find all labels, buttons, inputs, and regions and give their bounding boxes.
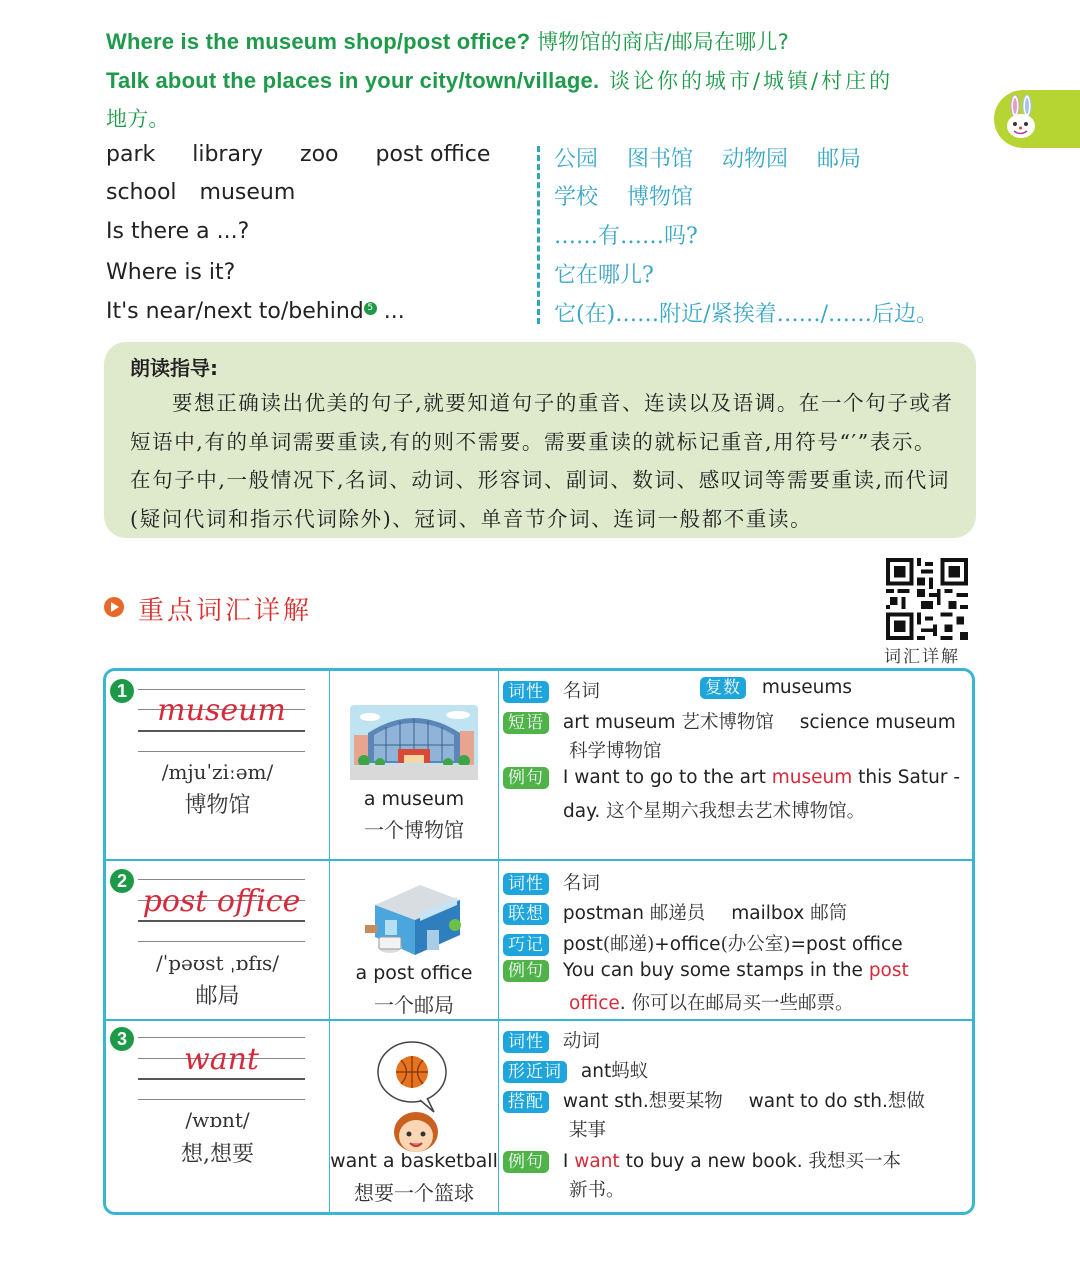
writing-line	[138, 1099, 305, 1100]
phonetic: /wɒnt/	[185, 1108, 250, 1132]
tag-example: 例句	[503, 960, 549, 982]
writing-line	[138, 689, 305, 690]
collocation-2-en: want to do sth.	[748, 1091, 888, 1112]
col-divider-1	[329, 670, 330, 1214]
post-office-illustration	[365, 875, 465, 960]
vocab-row-4: Where is it?	[106, 260, 236, 285]
tag-part-of-speech: 词性	[503, 873, 549, 895]
detail-memory-tip	[503, 930, 903, 956]
reading-guide-text: 要想正确读出优美的句子,就要知道句子的重音、连读以及语调。在一个句子或者短语中,有的单词需要重读,有的则不需要。需要重读的就标记重音,用符号“′”表示。在句子中,一般情况下,名词、动词、形容词、副词、数词、感叹词等需要重读,而代词(疑问代词和指示代词除外)、冠词、单音节介词、连词一般都不重读。	[130, 391, 954, 531]
detail-association	[503, 899, 847, 925]
detail-pos	[503, 869, 600, 895]
vocab-row-5	[106, 299, 405, 324]
collocation-line2: 某事	[569, 1120, 607, 1141]
footnote-badge: 5	[364, 302, 377, 315]
vocab-row-5-ellipsis: ...	[376, 299, 405, 324]
cn-post-office: 邮局	[817, 147, 862, 172]
collocation-1-en: want sth.	[562, 1091, 649, 1112]
writing-line	[138, 1037, 305, 1038]
tag-example: 例句	[503, 1151, 549, 1173]
picture-caption-en: a post office	[355, 962, 473, 984]
meaning: 博物馆	[184, 793, 251, 818]
heading-line-2-en: Talk about the places in your city/town/village.	[106, 68, 600, 93]
tag-collocation: 搭配	[503, 1091, 549, 1113]
vocab-row-3: Is there a ...?	[106, 219, 250, 244]
detail-example	[503, 1147, 901, 1173]
dashed-divider	[537, 146, 540, 324]
tag-phrase: 短语	[503, 712, 549, 734]
cn-zoo: 动物园	[722, 147, 789, 172]
qr-code-icon[interactable]	[886, 558, 968, 640]
heading-line-1-cn: 博物馆的商店/邮局在哪儿?	[530, 30, 789, 54]
play-icon	[104, 597, 124, 617]
vocab-cn-row-4: 它在哪儿?	[554, 263, 654, 288]
detail-similar-word	[503, 1057, 648, 1083]
museum-illustration	[350, 705, 478, 780]
word-park: park	[106, 142, 156, 167]
cn-museum: 博物馆	[627, 185, 694, 210]
assoc-1-en: postman	[562, 903, 644, 924]
heading-line-2	[106, 65, 893, 95]
tag-association: 联想	[503, 903, 549, 925]
picture-caption-cn: 一个邮局	[374, 993, 454, 1017]
part-of-speech: 名词	[562, 873, 600, 894]
writing-line	[138, 751, 305, 752]
heading-line-1-en: Where is the museum shop/post office?	[106, 29, 531, 54]
detail-example	[503, 767, 960, 789]
script-word: want	[184, 1042, 259, 1077]
col-divider-2	[498, 670, 499, 1214]
cn-school: 学校	[554, 185, 599, 210]
part-of-speech: 名词	[562, 681, 600, 702]
phonetic: /mjuˈziːəm/	[161, 760, 274, 784]
cn-library: 图书馆	[627, 147, 694, 172]
phonetic: /ˈpəʊst ˌɒfɪs/	[155, 951, 280, 975]
girl-basketball-illustration	[372, 1040, 462, 1155]
example-highlight: post	[868, 960, 909, 981]
example-highlight: museum	[771, 767, 853, 788]
reading-guide-title: 朗读指导:	[130, 356, 218, 380]
row-divider-2	[105, 1019, 973, 1021]
tag-part-of-speech: 词性	[503, 681, 549, 703]
heading-line-2-cn: 谈论你的城市/城镇/村庄的	[599, 69, 894, 93]
vocab-cn-row-3: ……有……吗?	[554, 224, 698, 249]
example-translation: 这个星期六我想去艺术博物馆。	[600, 801, 866, 822]
example-translation: 我想买一本	[802, 1151, 902, 1172]
memo-part: =post office	[790, 934, 903, 955]
similar-word-en: ant	[580, 1061, 612, 1082]
phrase-2-cn: 科学博物馆	[569, 741, 662, 762]
example-highlight: want	[574, 1151, 620, 1172]
detail-phrase	[503, 708, 956, 734]
heading-line-3-cn: 地方。	[106, 107, 170, 131]
number-badge: 2	[110, 869, 134, 893]
memo-part: (邮递)	[602, 934, 655, 955]
tag-example: 例句	[503, 767, 549, 789]
example-text: I want to go to the art	[562, 767, 772, 788]
picture-caption-en: a museum	[363, 788, 465, 810]
number-badge: 3	[110, 1027, 134, 1051]
meaning: 邮局	[195, 984, 240, 1009]
writing-line	[138, 879, 305, 880]
similar-word-cn: 蚂蚁	[611, 1061, 649, 1082]
tag-similar-word: 形近词	[503, 1061, 567, 1083]
word-school: school	[106, 180, 177, 205]
assoc-2-en: mailbox	[731, 903, 805, 924]
example-text-end: this Satur -	[852, 767, 960, 788]
detail-pos	[503, 1027, 600, 1053]
tag-plural: 复数	[700, 677, 746, 699]
vocab-row-1	[106, 142, 490, 167]
word-museum: museum	[199, 180, 296, 205]
writing-line	[138, 1078, 305, 1080]
phrase-1-cn: 艺术博物馆	[675, 712, 774, 733]
memo-part: +office	[654, 934, 721, 955]
picture-caption-cn: 一个博物馆	[364, 818, 464, 842]
example-line2-en: .	[619, 993, 626, 1014]
phrase-1-en: art museum	[562, 712, 676, 733]
memo-part: post	[562, 934, 603, 955]
collocation-1-cn: 想要某物	[648, 1091, 723, 1112]
detail-example	[503, 960, 909, 982]
vocab-cn-row-1	[554, 142, 861, 173]
example-text: You can buy some stamps in the	[562, 960, 869, 981]
detail-collocation	[503, 1087, 925, 1113]
assoc-1-cn: 邮递员	[643, 903, 706, 924]
writing-line	[138, 941, 305, 942]
bunny-icon	[1000, 94, 1044, 142]
script-word: post office	[142, 884, 301, 919]
row-divider-1	[105, 859, 973, 861]
section-title: 重点词汇详解	[138, 596, 313, 626]
vocab-row-5-text: It's near/next to/behind	[106, 299, 364, 324]
memo-part: (办公室)	[720, 934, 791, 955]
writing-line	[138, 920, 305, 922]
meaning: 想,想要	[181, 1142, 254, 1167]
assoc-2-cn: 邮筒	[804, 903, 848, 924]
word-post-office: post office	[375, 142, 491, 167]
vocab-cn-row-5: 它(在)……附近/紧挨着……/……后边。	[554, 302, 938, 327]
heading-line-1	[106, 26, 789, 56]
example-text: I	[562, 1151, 575, 1172]
script-word: museum	[157, 693, 286, 728]
number-badge: 1	[110, 679, 134, 703]
tag-memory-tip: 巧记	[503, 934, 549, 956]
example-text-end: to buy a new book.	[619, 1151, 803, 1172]
qr-label: 词汇详解	[884, 647, 960, 667]
phrase-2-en: science museum	[799, 712, 956, 733]
plural-form: museums	[761, 677, 853, 698]
vocab-row-2	[106, 180, 295, 205]
picture-caption-cn: 想要一个篮球	[354, 1181, 474, 1205]
example-highlight: office	[569, 993, 620, 1014]
example-line2-en: day.	[563, 801, 601, 822]
picture-caption-en: want a basketball	[330, 1150, 498, 1172]
writing-line	[138, 730, 305, 732]
detail-plural	[700, 677, 852, 699]
example-translation-line2: 新书。	[569, 1180, 625, 1201]
collocation-2-cn: 想做	[887, 1091, 925, 1112]
word-zoo: zoo	[300, 142, 339, 167]
word-library: library	[192, 142, 264, 167]
vocab-cn-row-2	[554, 180, 693, 211]
heading-line-3	[106, 103, 170, 133]
example-translation: 你可以在邮局买一些邮票。	[625, 993, 854, 1014]
part-of-speech: 动词	[562, 1031, 600, 1052]
detail-pos	[503, 677, 600, 703]
tag-part-of-speech: 词性	[503, 1031, 549, 1053]
cn-park: 公园	[554, 147, 599, 172]
